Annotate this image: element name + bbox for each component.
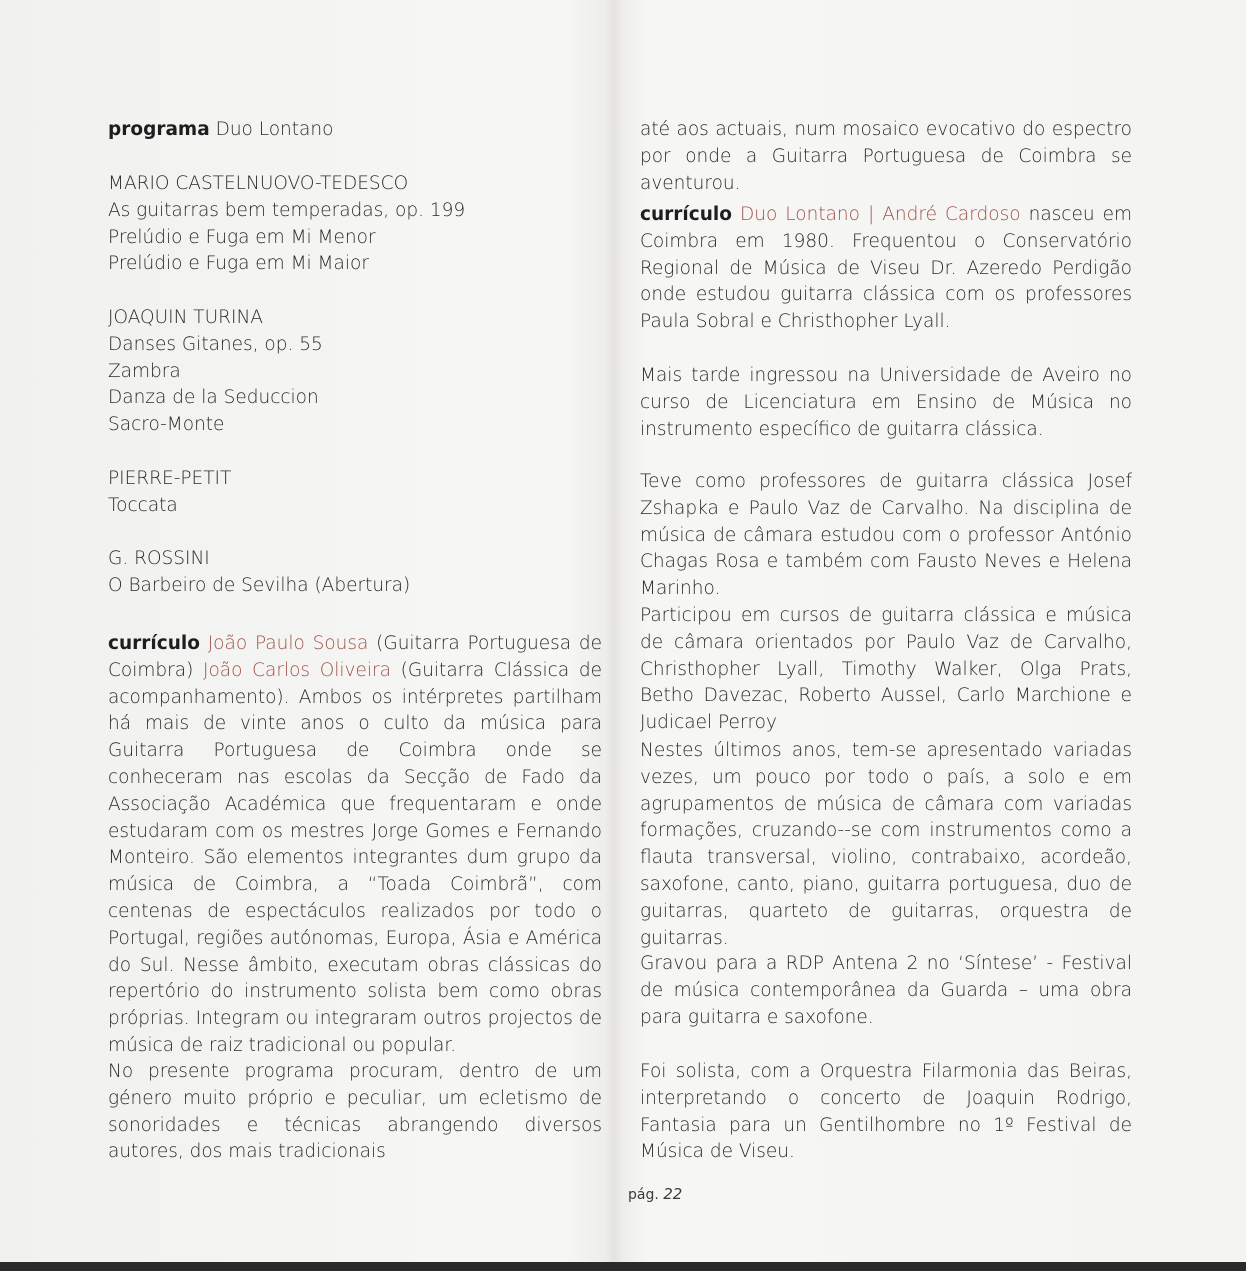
- piece-title: Zambra: [108, 360, 181, 382]
- piece-title: Sacro-Monte: [108, 414, 225, 436]
- piece-title: Danses Gitanes, op. 55: [108, 333, 323, 355]
- piece-title: Prelúdio e Fuga em Mi Menor: [108, 226, 376, 248]
- page-fold: [605, 0, 623, 1271]
- programa-ensemble: Duo Lontano: [215, 119, 334, 140]
- piece-title: As guitarras bem temperadas, op. 199: [108, 199, 466, 221]
- piece-title: Prelúdio e Fuga em Mi Maior: [108, 253, 369, 275]
- performer-name-cardoso: Duo Lontano | André Cardoso: [739, 204, 1021, 225]
- curriculo-keyword-right: currículo: [640, 204, 732, 225]
- curriculo-duo-paragraph: [108, 631, 602, 1060]
- bio-paragraph: Mais tarde ingressou na Universidade de Aveiro no curso de Licenciatura em Ensino de Música no instrumento específico de guitarra clássica.: [640, 365, 1132, 440]
- composer-name: G. ROSSINI: [108, 548, 210, 570]
- group-spacer: [108, 278, 602, 305]
- scan-bottom-edge: [0, 1262, 1246, 1271]
- programa-heading: [108, 117, 602, 144]
- group-spacer: [108, 519, 602, 546]
- bio-paragraph: Teve como professores de guitarra clássica Josef Zshapka e Paulo Vaz de Carvalho. Na disciplina de música de câmara estudou com o professor António Chagas Rosa e também com Fausto Neves e Helena Marinho.: [640, 471, 1132, 600]
- bio-paragraph: Participou em cursos de guitarra clássica e música de câmara orientados por Paulo Vaz de Carvalho, Christhopher Lyall, Timothy Walker, Olga Prats, Betho Davezac, Roberto Aussel, Carlo Marchione e Judicael Perroy: [640, 605, 1132, 734]
- bio-paragraph: Gravou para a RDP Antena 2 no ‘Síntese’ - Festival de música contemporânea da Guarda – uma obra para guitarra e saxofone.: [640, 953, 1132, 1028]
- page-label: pág.: [628, 1187, 659, 1203]
- curriculo-cardoso-paragraph: [640, 202, 1132, 336]
- programa-description-paragraph: No presente programa procuram, dentro de um género muito próprio e peculiar, um ecletismo de sonoridades e técnicas abrangendo diversos autores, dos mais tradicionais: [108, 1061, 602, 1163]
- page-number-value: 22: [663, 1185, 683, 1203]
- performer-name-1: João Paulo Sousa: [207, 633, 369, 654]
- composer-name: MARIO CASTELNUOVO-TEDESCO: [108, 173, 409, 194]
- program-works: [108, 171, 602, 600]
- performer-role-1: (Guitarra Portuguesa de Coimbra): [108, 633, 602, 681]
- page-number: [628, 1185, 682, 1203]
- curriculo-cardoso-text: nasceu em Coimbra em 1980. Frequentou o Conservatório Regional de Música de Viseu Dr. Azeredo Perdigão onde estudou guitarra clássica com os professores Paula Sobral e Christhopher Lyall.: [640, 204, 1133, 333]
- bio-paragraph: Nestes últimos anos, tem-se apresentado variadas vezes, um pouco por todo o país, a solo e em agrupamentos de música de câmara com variadas formações, cruzando--se com instrumentos como a flauta transversal, violino, contrabaixo, acordeão, saxofone, canto, piano, guitarra portuguesa, duo de guitarras, quarteto de guitarras, orquestra de guitarras.: [640, 740, 1132, 949]
- continuation-paragraph: até aos actuais, num mosaico evocativo do espectro por onde a Guitarra Portuguesa de Coimbra se aventurou.: [640, 119, 1132, 194]
- programa-keyword: programa: [108, 119, 210, 140]
- piece-title: Toccata: [108, 494, 178, 516]
- curriculo-duo-text: (Guitarra Clássica de acompanhamento). Ambos os intérpretes partilham há mais de vinte anos o culto da música para Guitarra Portuguesa de Coimbra onde se conheceram nas escolas da Secção de Fado da Associação Académica que frequentaram e onde estudaram com os mestres Jorge Gomes e Fernando Monteiro. São elementos integrantes dum grupo da música de Coimbra, a “Toada Coimbrã”, com centenas de espectáculos realizados por todo o Portugal, regiões autónomas, Europa, Ásia e América do Sul. Nesse âmbito, executam obras clássicas do repertório do instrumento solista bem como obras próprias. Integram ou integraram outros projectos de música de raiz tradicional ou popular.: [108, 659, 602, 1056]
- composer-name: PIERRE-PETIT: [108, 467, 232, 489]
- curriculo-keyword: currículo: [108, 633, 200, 654]
- bio-paragraph: Foi solista, com a Orquestra Filarmonia das Beiras, interpretando o concerto de Joaquin Rodrigo, Fantasia para un Gentilhombre no 1º Festival de Música de Viseu.: [640, 1061, 1132, 1163]
- piece-title: O Barbeiro de Sevilha (Abertura): [108, 574, 411, 596]
- composer-name: JOAQUIN TURINA: [108, 306, 263, 328]
- piece-title: Danza de la Seduccion: [108, 387, 319, 409]
- group-spacer: [108, 439, 602, 466]
- performer-name-2: João Carlos Oliveira: [202, 659, 391, 681]
